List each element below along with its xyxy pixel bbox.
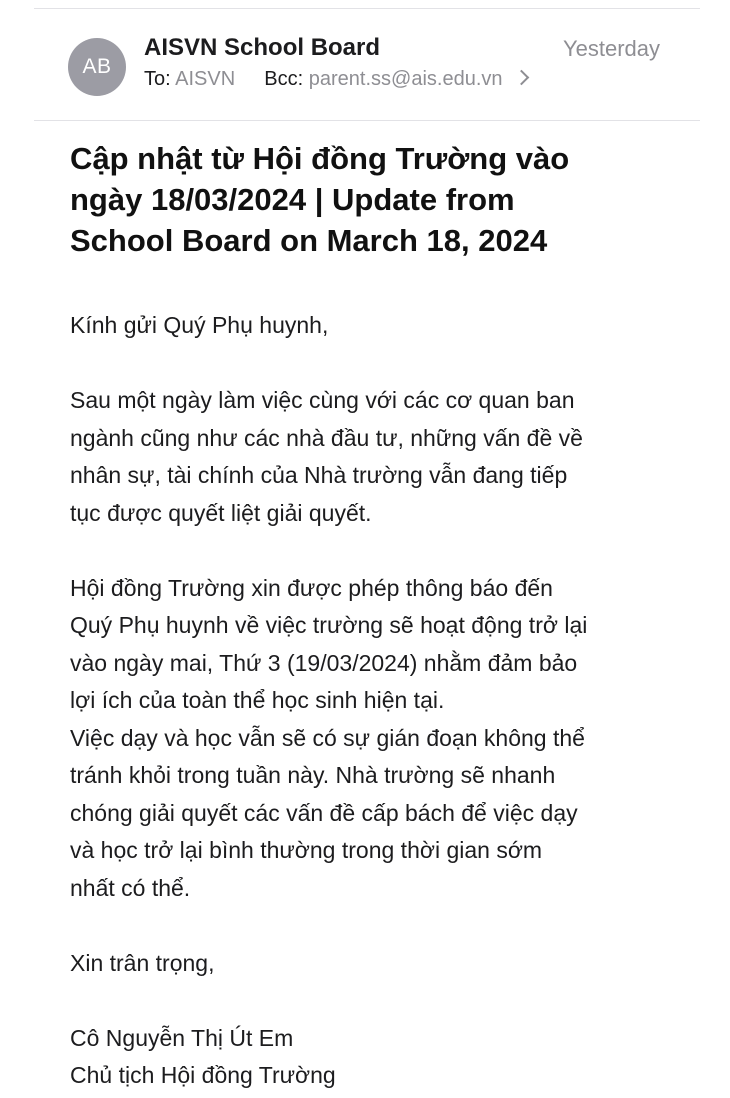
sender-name[interactable]: AISVN School Board [144,34,381,61]
body-line: Quý Phụ huynh về việc trường sẽ hoạt động trở lại [70,612,588,638]
body-line: nhất có thể. [70,874,191,901]
body-line: Hội đồng Trường xin được phép thông báo đến [70,574,553,601]
body-line: ngành cũng như các nhà đầu tư, những vấn đề về [70,424,583,451]
email-header [68,34,668,98]
header-divider [34,120,700,121]
subject-line: School Board on March 18, 2024 [70,223,548,258]
to-label: To: [144,68,171,90]
body-line: tục được quyết liệt giải quyết. [70,499,372,526]
email-body [70,307,710,1095]
greeting: Kính gửi Quý Phụ huynh, [70,312,329,338]
body-line: lợi ích của toàn thể học sinh hiện tại. [70,687,445,713]
body-line: chóng giải quyết các vấn đề cấp bách để việc dạy [70,799,578,826]
body-line: tránh khỏi trong tuần này. Nhà trường sẽ nhanh [70,762,556,788]
body-line: Việc dạy và học vẫn sẽ có sự gián đoạn không thể [70,724,585,751]
body-line: nhân sự, tài chính của Nhà trường vẫn đang tiếp [70,462,568,488]
body-line: và học trở lại bình thường trong thời gian sớm [70,837,543,863]
sender-avatar[interactable] [68,38,126,96]
signature-name: Cô Nguyễn Thị Út Em [70,1024,294,1051]
closing: Xin trân trọng, [70,949,215,976]
top-divider [34,8,700,9]
email-subject [70,138,690,261]
body-line: vào ngày mai, Thứ 3 (19/03/2024) nhằm đảm bảo [70,649,578,676]
signature-title: Chủ tịch Hội đồng Trường [70,1062,336,1088]
bcc-label: Bcc: [264,68,304,90]
recipients-row[interactable] [144,68,527,91]
chevron-right-icon[interactable] [514,70,530,86]
subject-line: ngày 18/03/2024 | Update from [70,182,515,217]
body-line: Sau một ngày làm việc cùng với các cơ quan ban [70,387,575,413]
to-value: AISVN [175,68,236,90]
subject-line: Cập nhật từ Hội đồng Trường vào [70,141,570,176]
avatar-initials: AB [82,55,112,78]
bcc-value: parent.ss@ais.edu.vn [308,68,503,90]
email-date: Yesterday [562,36,660,61]
